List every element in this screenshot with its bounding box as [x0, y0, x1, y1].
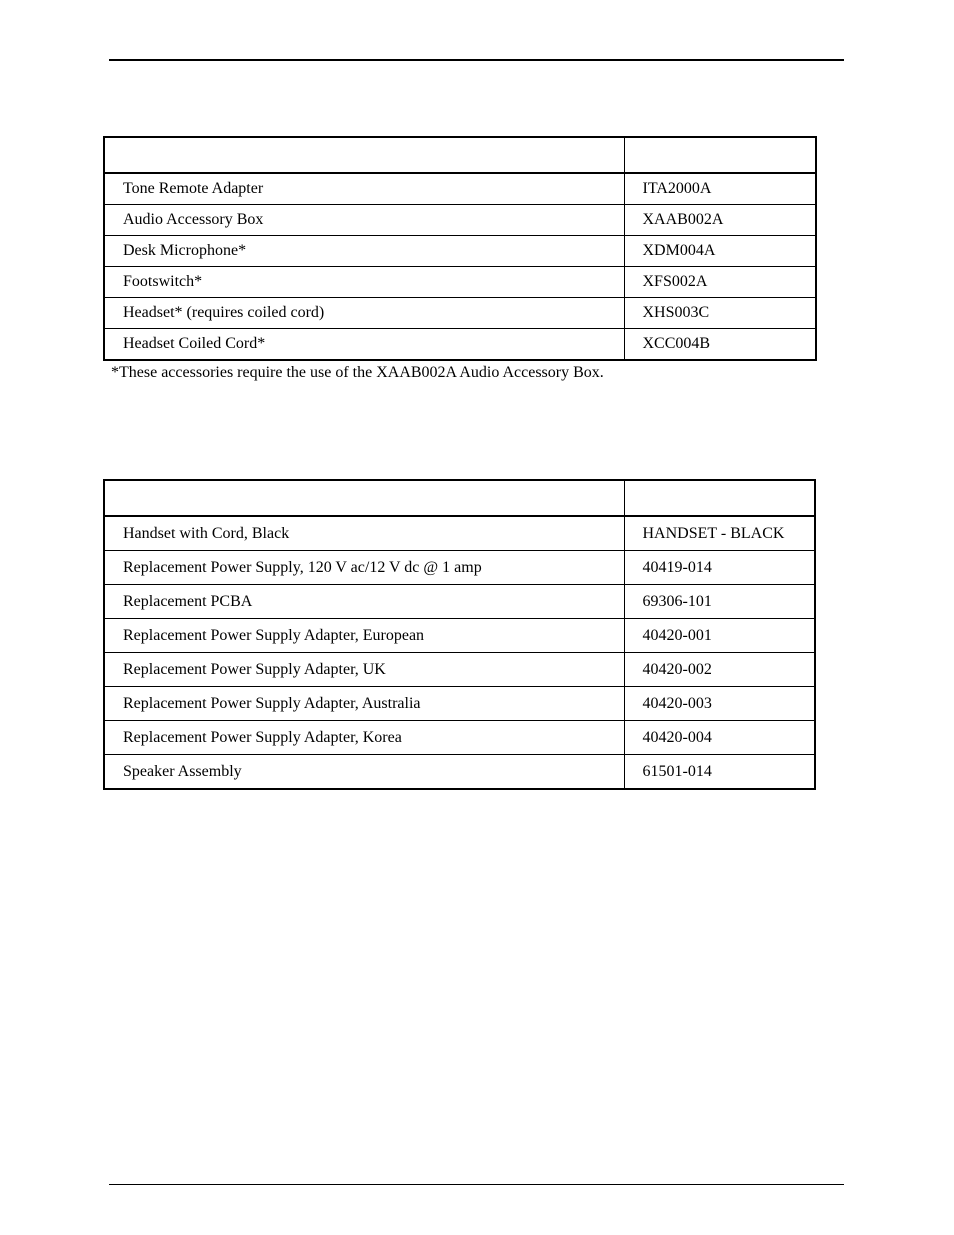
table-row	[104, 173, 816, 205]
header-cell-item	[104, 137, 624, 173]
item-cell: Replacement Power Supply Adapter, Australia	[104, 687, 624, 721]
item-cell: Replacement Power Supply Adapter, European	[104, 619, 624, 653]
item-cell: Replacement Power Supply, 120 V ac/12 V dc @ 1 amp	[104, 551, 624, 585]
header-rule	[109, 59, 844, 61]
table-row	[104, 267, 816, 298]
part-number-cell: 40420-003	[624, 687, 815, 721]
item-cell: Desk Microphone*	[104, 236, 624, 267]
part-number-cell: 40420-001	[624, 619, 815, 653]
table-row	[104, 755, 815, 790]
part-number-cell: ITA2000A	[624, 173, 816, 205]
accessories-table	[103, 136, 817, 361]
item-cell: Footswitch*	[104, 267, 624, 298]
header-cell-part	[624, 137, 816, 173]
item-cell: Replacement Power Supply Adapter, Korea	[104, 721, 624, 755]
part-number-cell: XCC004B	[624, 329, 816, 361]
part-number-cell: 69306-101	[624, 585, 815, 619]
item-cell: Audio Accessory Box	[104, 205, 624, 236]
item-cell: Headset Coiled Cord*	[104, 329, 624, 361]
table-row	[104, 236, 816, 267]
table-header-row	[104, 480, 815, 516]
table-row	[104, 585, 815, 619]
part-number-cell: 61501-014	[624, 755, 815, 790]
table-row	[104, 205, 816, 236]
header-cell-part	[624, 480, 815, 516]
accessories-footnote: *These accessories require the use of the XAAB002A Audio Accessory Box.	[111, 364, 604, 381]
item-cell: Headset* (requires coiled cord)	[104, 298, 624, 329]
part-number-cell: XHS003C	[624, 298, 816, 329]
part-number-cell: 40420-004	[624, 721, 815, 755]
table-row	[104, 721, 815, 755]
part-number-cell: XDM004A	[624, 236, 816, 267]
table-row	[104, 298, 816, 329]
header-cell-item	[104, 480, 624, 516]
table-header-row	[104, 137, 816, 173]
table-row	[104, 619, 815, 653]
table-row	[104, 329, 816, 361]
footer-rule	[109, 1184, 844, 1185]
part-number-cell: 40420-002	[624, 653, 815, 687]
table-row	[104, 551, 815, 585]
item-cell: Handset with Cord, Black	[104, 516, 624, 551]
item-cell: Replacement PCBA	[104, 585, 624, 619]
table-row	[104, 687, 815, 721]
item-cell: Tone Remote Adapter	[104, 173, 624, 205]
table-row	[104, 516, 815, 551]
replacement-parts-table	[103, 479, 816, 790]
item-cell: Replacement Power Supply Adapter, UK	[104, 653, 624, 687]
part-number-cell: 40419-014	[624, 551, 815, 585]
part-number-cell: XAAB002A	[624, 205, 816, 236]
part-number-cell: HANDSET - BLACK	[624, 516, 815, 551]
table-row	[104, 653, 815, 687]
part-number-cell: XFS002A	[624, 267, 816, 298]
item-cell: Speaker Assembly	[104, 755, 624, 790]
